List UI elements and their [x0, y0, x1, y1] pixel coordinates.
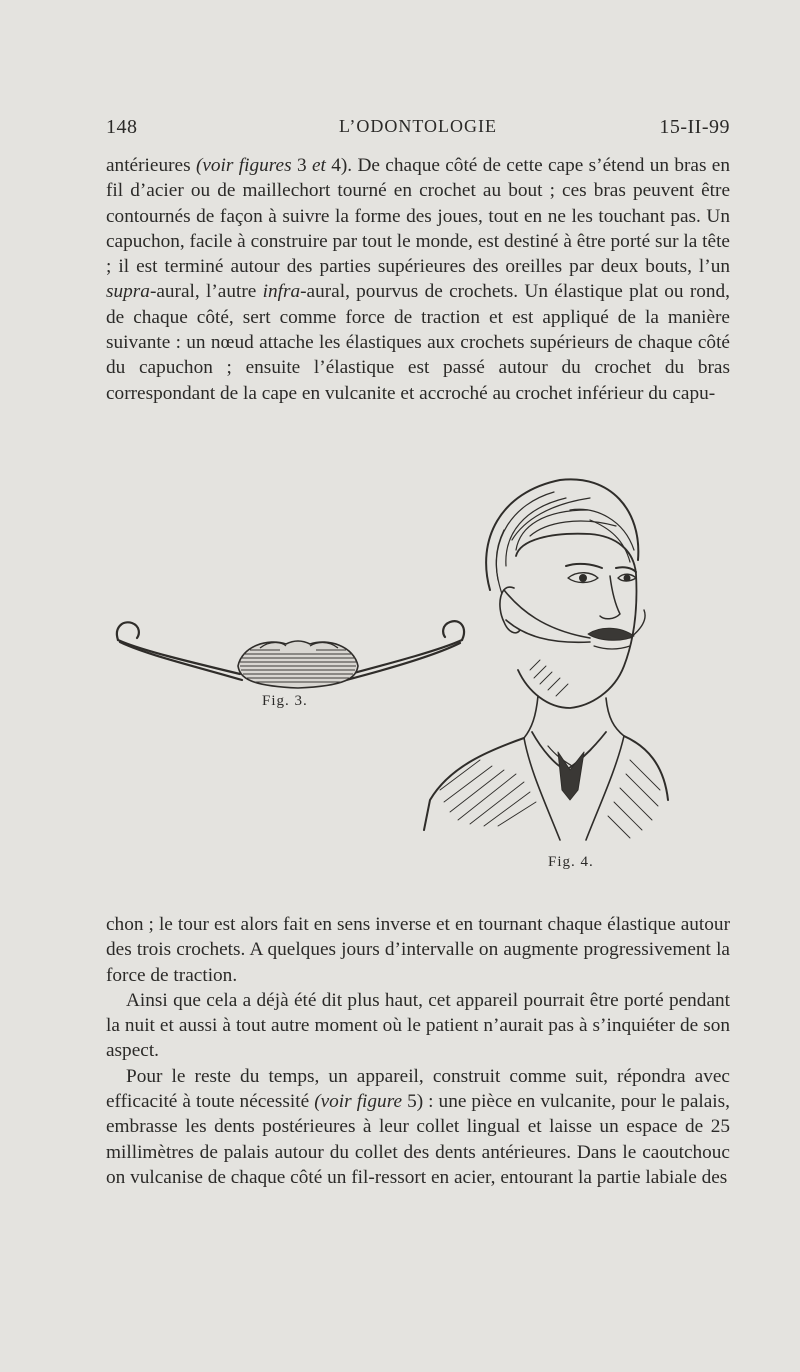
figure-3-caption: Fig. 3. [262, 693, 308, 709]
nose [600, 576, 620, 619]
figure-4-portrait [420, 470, 670, 860]
face-outline [516, 534, 637, 708]
paragraph-1 [106, 153, 730, 406]
paragraph-1-italic: infra [262, 281, 301, 303]
left-eyebrow [566, 564, 602, 568]
paragraph-4-italic: (voir figure [314, 1091, 403, 1113]
neck-right [606, 698, 624, 736]
paragraph-1-run: 4). De chaque côté de cette cape s’étend un bras en fil d’acier ou de maillechort tourné en crochet au bout ; ces bras peuvent être contournés de façon à suivre la forme des joues, tout en ne les touchant pas. Un capuchon, facile à construire par tout le monde, est destiné à être porté sur la tête ; il est terminé autour des parties supérieures des oreilles par deux bouts, l’un [106, 155, 731, 278]
upper-strap [504, 590, 590, 638]
paragraph-1-run: antérieures [106, 155, 196, 176]
hair-strands [496, 492, 634, 594]
issue-date: 15-II-99 [659, 116, 730, 138]
paragraph-4 [106, 1064, 730, 1190]
left-arm-wire [118, 640, 240, 674]
paragraph-1-italic: et [311, 155, 326, 176]
paragraph-4-run: 5) : une pièce en vulcanite, pour le palais, embrasse les dents postérieures à leur collet lingual et laisse un espace de 25 millimètres de palais autour du collet des dents antérieures. Dans le caoutchouc on vulcanise de chaque côté un fil-ressort en acier, entourant la partie labiale des [106, 1091, 730, 1188]
paragraph-1-italic: (voir figures [195, 155, 292, 176]
paragraph-1-italic: supra [106, 281, 150, 303]
paragraph-1-run: -aural, l’autre [149, 281, 263, 303]
jaw-shading [530, 660, 568, 696]
body-text-top [106, 153, 730, 406]
left-shoulder [424, 738, 524, 830]
paragraph-2: chon ; le tour est alors fait en sens inverse et en tournant chaque élastique autour des trois crochets. A quelques jours d’intervalle on augmente progressivement la force de traction. [106, 914, 730, 986]
left-hook [117, 622, 139, 640]
portrait-illustration [420, 470, 670, 860]
right-lapel [586, 736, 624, 840]
page-header [106, 116, 730, 144]
mustache [588, 628, 634, 640]
jacket-hatching [440, 760, 660, 838]
paragraph-1-run: -aural, pourvus de crochets. Un élastique plat ou rond, de chaque côté, sert comme force de traction et est appliqué de la manière suivante : un nœud attache les élastiques aux crochets supérieurs de chaque côté du capuchon ; ensuite l’élastique est passé autour du crochet du bras correspondant de la cape en vulcanite et accroché au crochet inférieur du capu- [106, 281, 731, 404]
mouth [594, 646, 630, 649]
right-pupil [624, 575, 630, 581]
paragraph-3: Ainsi que cela a déjà été dit plus haut, cet appareil pourrait être porté pendant la nuit et aussi à tout autre moment où le patient n’aurait pas à s’inquiéter de son aspect. [106, 989, 730, 1062]
page-number: 148 [106, 116, 138, 138]
right-eyebrow [616, 567, 636, 572]
vulcanite-cap [238, 641, 358, 688]
neck-left [524, 696, 538, 738]
journal-title: L’ODONTOLOGIE [339, 116, 497, 136]
right-shoulder [624, 736, 668, 800]
left-pupil [580, 575, 587, 582]
paragraph-1-run: 3 [291, 155, 312, 176]
paragraph-4-run: Pour le reste du temps, un appareil, construit comme suit, répondra avec efficacité à toute nécessité [106, 1065, 730, 1113]
necktie [558, 752, 584, 800]
body-text-bottom [106, 912, 730, 1190]
figure-4-caption: Fig. 4. [548, 854, 594, 870]
ear [500, 587, 520, 633]
